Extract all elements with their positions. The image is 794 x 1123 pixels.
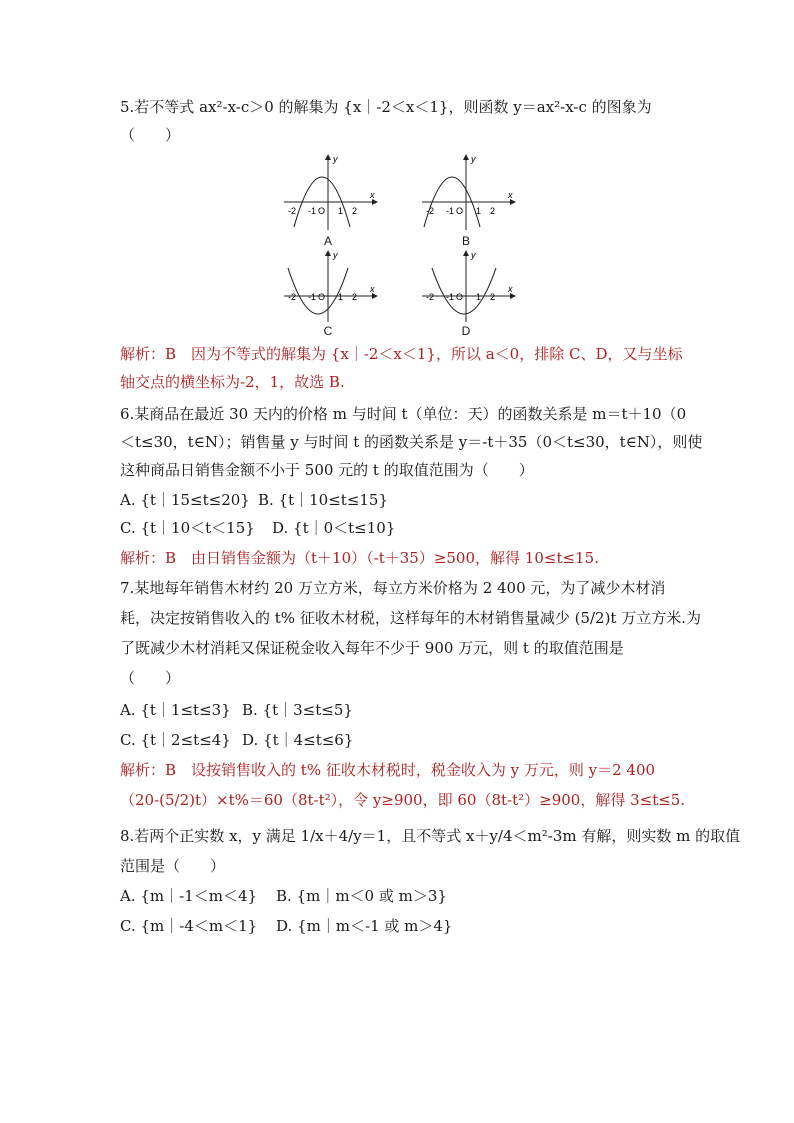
q5-answer-line1: 解析：B 因为不等式的解集为 {x｜-2＜x＜1}，所以 a＜0，排除 C、D，又与坐标 [120,345,683,363]
tick-label: -2 [426,292,435,302]
q8-stem-line1: 8.若两个正实数 x，y 满足 1/x＋4/y＝1，且不等式 x＋y/4＜m²-3m 有解，则实数 m 的取值 [120,827,741,845]
q5-label-d: D [461,324,471,338]
tick-label: 2 [490,292,496,302]
axis-x-label: x [508,190,513,200]
q6-stem-line1: 6.某商品在最近 30 天内的价格 m 与时间 t（单位：天）的函数关系是 m＝t＋10（0 [120,405,687,423]
tick-label: O [318,292,326,302]
q7-option-a: A. {t｜1≤t≤3} [120,701,231,719]
q5-label-c: C [323,324,333,338]
tick-label: 1 [476,292,482,302]
q5-graph-c [280,248,380,324]
tick-label: -1 [308,292,317,302]
q6-stem-line3: 这种商品日销售金额不小于 500 元的 t 的取值范围为（ ） [120,461,534,479]
q8-option-a: A. {m｜-1＜m＜4} [120,887,258,905]
q8-option-b: B. {m｜m＜0 或 m＞3} [276,887,447,905]
q7-option-c: C. {t｜2≤t≤4} [120,731,231,749]
q5-blank: （ ） [120,126,181,144]
q8-option-d: D. {m｜m＜-1 或 m＞4} [276,917,453,935]
q7-stem-line2: 耗，决定按销售收入的 t% 征收木材税，这样每年的木材销售量减少 (5/2)t 万立方米.为 [120,609,701,627]
q6-stem-line2: ＜t≤30，t∈N）；销售量 y 与时间 t 的函数关系是 y＝-t＋35（0＜t≤30，t∈N），则使 [120,433,703,451]
axis-x-label: x [370,284,375,294]
tick-label: 2 [352,292,358,302]
tick-label: -2 [426,206,435,216]
axis-y-label: y [333,154,338,164]
q7-answer-line2: （20-(5/2)t）×t%＝60（8t-t²），令 y≥900，即 60（8t-t²）≥900，解得 3≤t≤5. [120,791,686,809]
q6-option-c: C. {t｜10＜t＜15} [120,519,255,537]
q5-graph-a [280,152,380,232]
axis-y-label: y [333,250,338,260]
q6-answer: 解析：B 由日销售金额为（t＋10）（-t＋35）≥500，解得 10≤t≤15. [120,549,599,567]
tick-label: 2 [352,206,358,216]
q7-option-d: D. {t｜4≤t≤6} [242,731,354,749]
q7-stem-line1: 7.某地每年销售木材约 20 万立方米，每立方米价格为 2 400 元，为了减少木材消 [120,579,666,597]
tick-label: 1 [476,206,482,216]
axis-y-label: y [471,154,476,164]
tick-label: 2 [490,206,496,216]
tick-label: O [456,292,464,302]
q8-option-c: C. {m｜-4＜m＜1} [120,917,258,935]
q6-option-a: A. {t｜15≤t≤20} [120,491,250,509]
axis-x-label: x [370,190,375,200]
q7-option-b: B. {t｜3≤t≤5} [242,701,353,719]
q6-option-d: D. {t｜0＜t≤10} [272,519,396,537]
q5-graph-b [418,152,518,232]
q8-stem-line2: 范围是（ ） [120,857,226,875]
q5-label-a: A [323,234,332,248]
q5-stem: 5.若不等式 ax²-x-c＞0 的解集为 {x｜-2＜x＜1}，则函数 y＝ax²-x-c 的图象为 [120,98,652,116]
tick-label: 1 [338,292,344,302]
q7-answer-line1: 解析：B 设按销售收入的 t% 征收木材税时，税金收入为 y 万元，则 y＝2 400 [120,761,656,779]
axis-y-label: y [471,250,476,260]
tick-label: -1 [446,206,455,216]
tick-label: -1 [308,206,317,216]
tick-label: -2 [288,292,297,302]
q6-option-b: B. {t｜10≤t≤15} [258,491,389,509]
q5-label-b: B [461,234,470,248]
tick-label: -1 [446,292,455,302]
q7-stem-line3: 了既减少木材消耗又保证税金收入每年不少于 900 万元，则 t 的取值范围是 [120,639,624,657]
tick-label: O [318,206,326,216]
tick-label: 1 [338,206,344,216]
tick-label: O [456,206,464,216]
q5-graph-d [418,248,518,324]
q7-blank: （ ） [120,669,181,687]
axis-x-label: x [508,284,513,294]
q5-answer-line2: 轴交点的横坐标为-2，1，故选 B. [120,373,345,391]
tick-label: -2 [288,206,297,216]
